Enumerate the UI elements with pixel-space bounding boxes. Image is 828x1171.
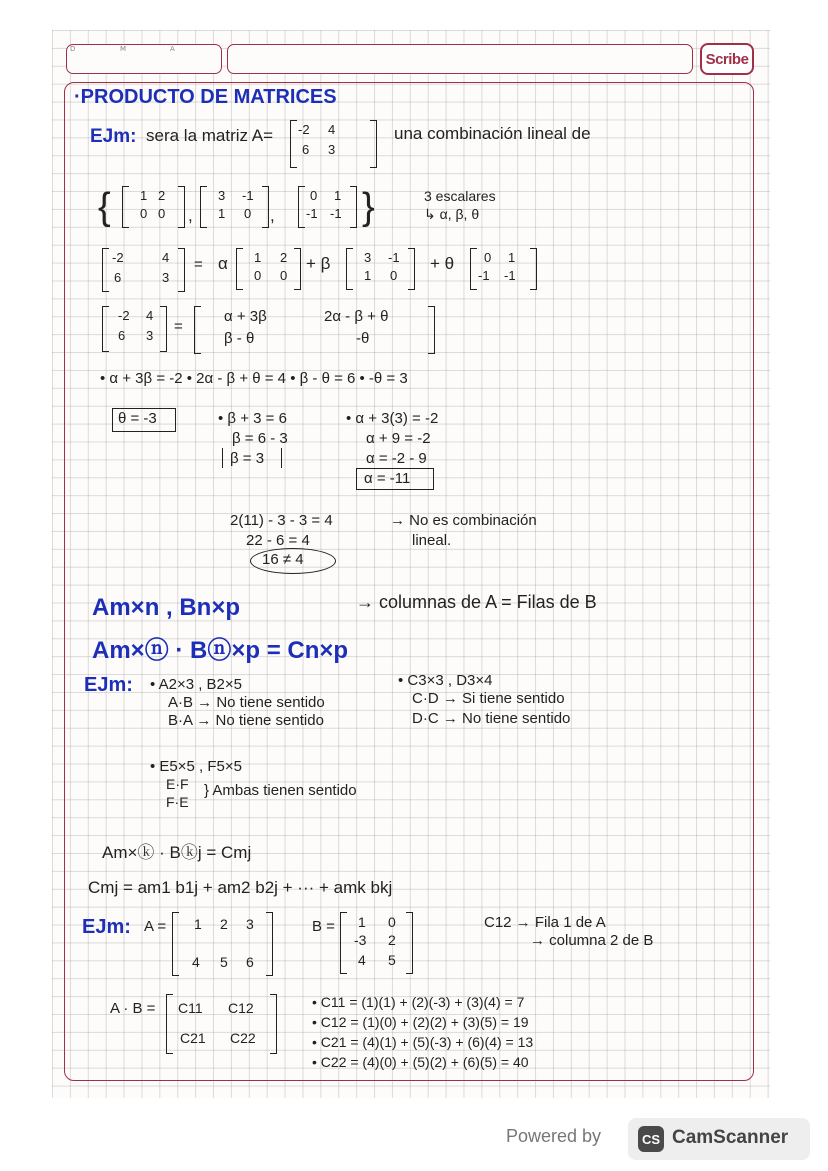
check-2: 22 - 6 = 4 bbox=[246, 532, 310, 549]
eq2-r22: -θ bbox=[356, 330, 370, 347]
scribe-logo: Scribe bbox=[700, 43, 754, 75]
A23: 6 bbox=[246, 954, 254, 970]
s3-12: 1 bbox=[334, 188, 342, 203]
eq2-l21: 6 bbox=[118, 328, 126, 343]
s3-22: -1 bbox=[330, 206, 342, 221]
eq1-c21: -1 bbox=[478, 268, 490, 283]
set-close-brace: } bbox=[362, 186, 375, 228]
camscanner-brand: CamScanner bbox=[672, 1127, 789, 1148]
eq2-r21: β - θ bbox=[224, 330, 255, 347]
B31: 4 bbox=[358, 952, 366, 968]
set-comma-2: , bbox=[270, 206, 275, 225]
title-box bbox=[227, 44, 693, 74]
alpha-step-1: • α + 3(3) = -2 bbox=[346, 410, 439, 427]
eq1-c11: 0 bbox=[484, 250, 492, 265]
powered-by-text: Powered by bbox=[506, 1126, 602, 1146]
camscanner-badge bbox=[628, 1118, 810, 1160]
ex2-b-1: • C3×3 , D3×4 bbox=[398, 672, 493, 689]
eq2-l22: 3 bbox=[146, 328, 154, 343]
set-comma-1: , bbox=[188, 206, 193, 225]
C12: C12 bbox=[228, 1000, 254, 1016]
alpha-step-4: α = -11 bbox=[364, 470, 411, 487]
rule-note: → columnas de A = Filas de B bbox=[356, 592, 597, 612]
ex2-b-2: C·D → Si tiene sentido bbox=[412, 690, 565, 707]
check-3: 16 ≠ 4 bbox=[262, 551, 304, 568]
eq2-r12: 2α - β + θ bbox=[324, 308, 389, 325]
ex3-note-1: C12 → Fila 1 de A bbox=[484, 914, 606, 931]
ex2-c-3: F·E bbox=[166, 794, 189, 810]
eq1-l12: 4 bbox=[162, 250, 170, 265]
C21: C21 bbox=[180, 1030, 206, 1046]
calc-c12: • C12 = (1)(0) + (2)(2) + (3)(5) = 19 bbox=[312, 1014, 529, 1030]
rule-line-1: Am×n , Bn×p bbox=[92, 594, 241, 621]
eq1-l22: 3 bbox=[162, 270, 170, 285]
formula-2: Cmj = am1 b1j + am2 b2j + ··· + amk bkj bbox=[88, 878, 393, 897]
date-box bbox=[66, 44, 222, 74]
ex2-c-1: • E5×5 , F5×5 bbox=[150, 758, 242, 775]
s2-11: 3 bbox=[218, 188, 226, 203]
B32: 5 bbox=[388, 952, 396, 968]
a12: 4 bbox=[328, 122, 336, 137]
date-label-d: D bbox=[70, 45, 76, 53]
eq1-l11: -2 bbox=[112, 250, 124, 265]
conclusion-1: → No es combinación bbox=[390, 512, 537, 529]
check-1: 2(11) - 3 - 3 = 4 bbox=[230, 512, 333, 529]
calc-c21: • C21 = (4)(1) + (5)(-3) + (6)(4) = 13 bbox=[312, 1034, 534, 1050]
conclusion-2: lineal. bbox=[412, 532, 452, 549]
A11: 1 bbox=[194, 916, 202, 932]
eq2-equals: = bbox=[174, 318, 183, 335]
s3-11: 0 bbox=[310, 188, 318, 203]
ex3-a-label: A = bbox=[144, 918, 167, 935]
ex2-a-1: • A2×3 , B2×5 bbox=[150, 676, 242, 693]
ex2-b-3: D·C → No tiene sentido bbox=[412, 710, 571, 727]
ex2-c-4: } Ambas tienen sentido bbox=[204, 782, 357, 799]
s1-22: 0 bbox=[158, 206, 166, 221]
beta-step-3: β = 3 bbox=[230, 450, 265, 467]
eq1-a12: 2 bbox=[280, 250, 288, 265]
eq2-l11: -2 bbox=[118, 308, 130, 323]
A21: 4 bbox=[192, 954, 200, 970]
B11: 1 bbox=[358, 914, 366, 930]
A13: 3 bbox=[246, 916, 254, 932]
camscanner-footer bbox=[500, 1118, 810, 1160]
eq1-beta: + β bbox=[306, 254, 331, 273]
page-title: ·PRODUCTO DE MATRICES bbox=[74, 86, 337, 108]
eq1-a22: 0 bbox=[280, 268, 288, 283]
B21: -3 bbox=[354, 932, 367, 948]
B22: 2 bbox=[388, 932, 396, 948]
camscanner-icon: CS bbox=[638, 1126, 664, 1152]
eq1-b22: 0 bbox=[390, 268, 398, 283]
alpha-step-3: α = -2 - 9 bbox=[366, 450, 427, 467]
eq2-r11: α + 3β bbox=[224, 308, 267, 325]
s2-21: 1 bbox=[218, 206, 226, 221]
eq1-theta: + θ bbox=[430, 254, 455, 273]
eq1-c22: -1 bbox=[504, 268, 516, 283]
ex3-b-label: B = bbox=[312, 918, 335, 935]
ex2-c-2: E·F bbox=[166, 776, 189, 792]
calc-c22: • C22 = (4)(0) + (5)(2) + (6)(5) = 40 bbox=[312, 1054, 529, 1070]
s2-22: 0 bbox=[244, 206, 252, 221]
B12: 0 bbox=[388, 914, 396, 930]
A12: 2 bbox=[220, 916, 228, 932]
date-label-a: A bbox=[170, 45, 175, 53]
ex1-text: sera la matriz A= bbox=[146, 126, 274, 145]
ex3-note-2: → columna 2 de B bbox=[530, 932, 654, 949]
eq1-a21: 0 bbox=[254, 268, 262, 283]
s1-11: 1 bbox=[140, 188, 148, 203]
eq1-a11: 1 bbox=[254, 250, 262, 265]
system-equations: • α + 3β = -2 • 2α - β + θ = 4 • β - θ = 6 • -θ = 3 bbox=[100, 370, 408, 387]
s1-12: 2 bbox=[158, 188, 166, 203]
theta-result: θ = -3 bbox=[118, 410, 157, 427]
C22: C22 bbox=[230, 1030, 256, 1046]
ex2-a-2: A·B → No tiene sentido bbox=[168, 694, 325, 711]
date-label-m: M bbox=[120, 45, 127, 53]
ex1-text2: una combinación lineal de bbox=[394, 124, 591, 143]
eq1-b11: 3 bbox=[364, 250, 372, 265]
ex3-label: EJm: bbox=[82, 916, 131, 938]
a11: -2 bbox=[298, 122, 310, 137]
ex3-ab-label: A · B = bbox=[110, 1000, 156, 1017]
ex2-a-3: B·A → No tiene sentido bbox=[168, 712, 324, 729]
eq1-l21: 6 bbox=[114, 270, 122, 285]
eq2-l12: 4 bbox=[146, 308, 154, 323]
rule-line-2: Am×ⓝ · Bⓝ×p = Cn×p bbox=[92, 637, 349, 664]
a22: 3 bbox=[328, 142, 336, 157]
formula-1: Am×ⓚ · Bⓚj = Cmj bbox=[102, 843, 252, 862]
side-note-1: 3 escalares bbox=[424, 188, 496, 204]
eq1-b12: -1 bbox=[388, 250, 400, 265]
C11: C11 bbox=[178, 1000, 203, 1016]
eq1-b21: 1 bbox=[364, 268, 372, 283]
beta-step-1: • β + 3 = 6 bbox=[218, 410, 287, 427]
A22: 5 bbox=[220, 954, 228, 970]
ex2-label: EJm: bbox=[84, 674, 133, 696]
a21: 6 bbox=[302, 142, 310, 157]
alpha-step-2: α + 9 = -2 bbox=[366, 430, 431, 447]
s3-21: -1 bbox=[306, 206, 318, 221]
s2-12: -1 bbox=[242, 188, 254, 203]
side-note-2: ↳ α, β, θ bbox=[424, 206, 480, 222]
beta-step-2: β = 6 - 3 bbox=[232, 430, 288, 447]
eq1-equals: = bbox=[194, 256, 203, 273]
s1-21: 0 bbox=[140, 206, 148, 221]
eq1-c12: 1 bbox=[508, 250, 516, 265]
eq1-alpha: α bbox=[218, 254, 228, 273]
calc-c11: • C11 = (1)(1) + (2)(-3) + (3)(4) = 7 bbox=[312, 994, 525, 1010]
ex1-label: EJm: bbox=[90, 126, 137, 147]
set-open-brace: { bbox=[98, 186, 111, 228]
